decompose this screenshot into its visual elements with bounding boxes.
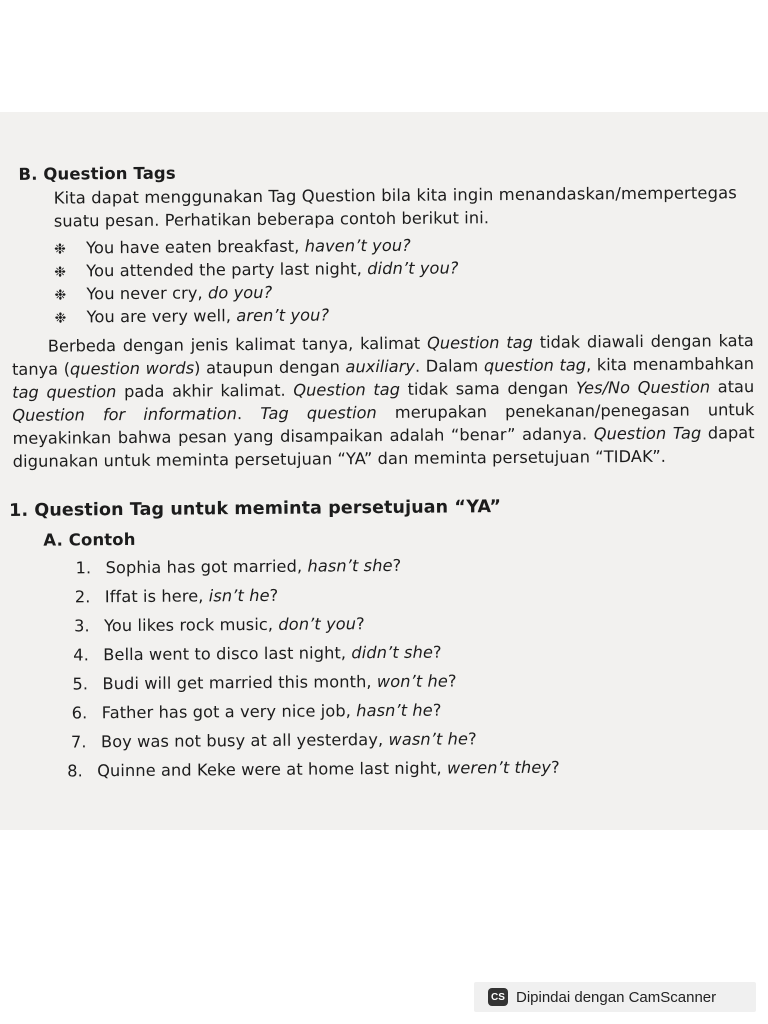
- bullet-icon: ❉: [54, 241, 66, 258]
- bullet-icon: ❉: [54, 310, 67, 327]
- paragraph-line: Berbeda dengan jenis kalimat tanya, kalimat Question tag tidak diawali dengan kata: [47, 331, 754, 356]
- camscanner-badge: [474, 982, 756, 1012]
- intro-line-2: suatu pesan. Perhatikan beberapa contoh berikut ini.: [53, 208, 490, 231]
- list-item: 1. Sophia has got married, hasn’t she?: [75, 555, 402, 578]
- list-item: 5. Budi will get married this month, won’t he?: [72, 671, 457, 694]
- scanned-page: [0, 112, 768, 830]
- paragraph-line: meyakinkan bahwa pesan yang disampaikan adalah “benar” adanya. Question Tag dapat: [12, 423, 755, 448]
- paragraph-line: tag question pada akhir kalimat. Question tag tidak sama dengan Yes/No Question atau: [12, 377, 755, 402]
- example-line: You have eaten breakfast, haven’t you?: [85, 235, 411, 258]
- list-item: 7. Boy was not busy at all yesterday, wasn’t he?: [70, 729, 477, 752]
- paragraph-line: tanya (question words) ataupun dengan auxiliary. Dalam question tag, kita menambahkan: [11, 354, 755, 379]
- list-item: 6. Father has got a very nice job, hasn’t he?: [71, 700, 442, 723]
- list-item: 2. Iffat is here, isn’t he?: [74, 585, 279, 607]
- section-1-title: 1. Question Tag untuk meminta persetujuan “YA”: [9, 497, 502, 521]
- camscanner-logo-icon: CS: [488, 988, 508, 1006]
- list-item: 4. Bella went to disco last night, didn’t she?: [73, 642, 442, 665]
- list-item: 3. You likes rock music, don’t you?: [73, 614, 365, 636]
- section-1-subtitle: A. Contoh: [43, 529, 136, 550]
- example-line: You attended the party last night, didn’t you?: [86, 258, 459, 281]
- bullet-icon: ❉: [54, 287, 67, 304]
- intro-line-1: Kita dapat menggunakan Tag Question bila kita ingin menandaskan/mempertegas: [53, 183, 737, 208]
- example-line: You are very well, aren’t you?: [86, 305, 330, 327]
- section-b-title: B. Question Tags: [18, 163, 176, 184]
- bullet-icon: ❉: [54, 264, 67, 281]
- paragraph-line: digunakan untuk meminta persetujuan “YA” dan meminta persetujuan “TIDAK”.: [12, 446, 667, 471]
- list-item: 8. Quinne and Keke were at home last night, weren’t they?: [67, 757, 560, 781]
- example-line: You never cry, do you?: [86, 282, 273, 304]
- paragraph-line: Question for information. Tag question merupakan penekanan/penegasan untuk: [12, 400, 755, 425]
- camscanner-label: Dipindai dengan CamScanner: [516, 988, 717, 1006]
- page-content: [0, 112, 768, 830]
